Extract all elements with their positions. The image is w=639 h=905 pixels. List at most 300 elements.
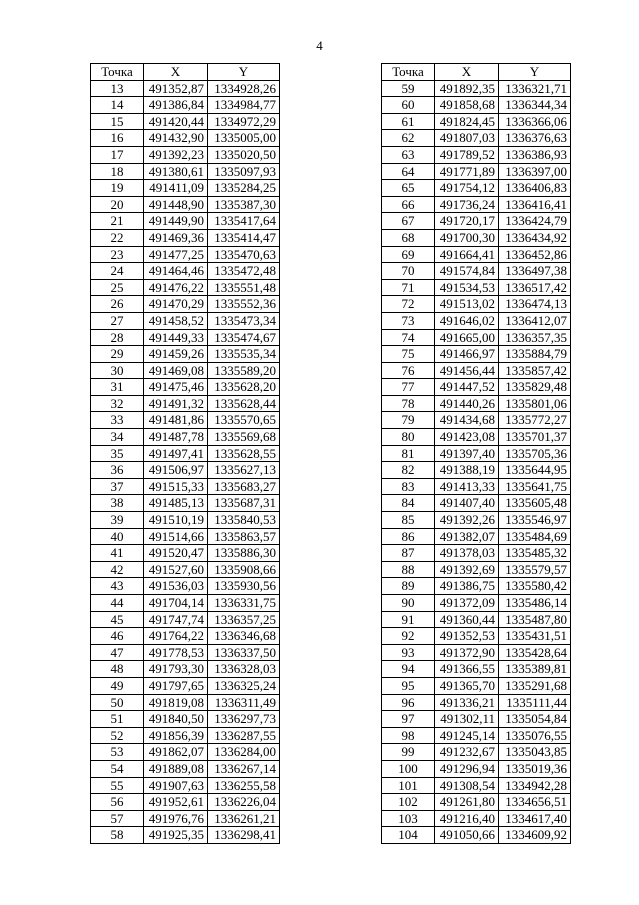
x-coordinate-cell: 491388,19 bbox=[435, 462, 499, 479]
point-number-cell: 38 bbox=[91, 495, 144, 512]
x-coordinate-cell: 491380,61 bbox=[144, 163, 208, 180]
x-coordinate-cell: 491819,08 bbox=[144, 694, 208, 711]
table-row bbox=[91, 810, 280, 827]
point-number-cell: 66 bbox=[382, 196, 435, 213]
x-coordinate-cell: 491952,61 bbox=[144, 794, 208, 811]
y-coordinate-cell: 1335580,42 bbox=[499, 578, 571, 595]
x-coordinate-cell: 491392,69 bbox=[435, 561, 499, 578]
point-number-cell: 72 bbox=[382, 296, 435, 313]
point-number-cell: 104 bbox=[382, 827, 435, 844]
table-row bbox=[91, 246, 280, 263]
y-coordinate-cell: 1335487,80 bbox=[499, 611, 571, 628]
point-number-cell: 31 bbox=[91, 379, 144, 396]
point-number-cell: 76 bbox=[382, 362, 435, 379]
x-coordinate-cell: 491481,86 bbox=[144, 412, 208, 429]
x-coordinate-cell: 491423,08 bbox=[435, 429, 499, 446]
point-number-cell: 101 bbox=[382, 777, 435, 794]
table-row bbox=[382, 379, 571, 396]
point-number-cell: 46 bbox=[91, 628, 144, 645]
y-coordinate-cell: 1335641,75 bbox=[499, 478, 571, 495]
y-coordinate-cell: 1335020,50 bbox=[208, 146, 280, 163]
x-coordinate-cell: 491308,54 bbox=[435, 777, 499, 794]
y-coordinate-cell: 1335387,30 bbox=[208, 196, 280, 213]
y-coordinate-cell: 1335485,32 bbox=[499, 545, 571, 562]
table-row bbox=[382, 611, 571, 628]
table-row bbox=[91, 362, 280, 379]
table-row bbox=[382, 429, 571, 446]
table-row bbox=[91, 429, 280, 446]
x-coordinate-cell: 491476,22 bbox=[144, 279, 208, 296]
coordinates-table-right bbox=[381, 63, 571, 844]
y-coordinate-cell: 1336386,93 bbox=[499, 146, 571, 163]
point-number-cell: 21 bbox=[91, 213, 144, 230]
table-row bbox=[382, 794, 571, 811]
table-row bbox=[382, 644, 571, 661]
y-coordinate-cell: 1334984,77 bbox=[208, 97, 280, 114]
point-number-cell: 26 bbox=[91, 296, 144, 313]
table-row bbox=[91, 146, 280, 163]
point-number-cell: 20 bbox=[91, 196, 144, 213]
x-coordinate-cell: 491704,14 bbox=[144, 595, 208, 612]
point-number-cell: 103 bbox=[382, 810, 435, 827]
point-number-cell: 78 bbox=[382, 395, 435, 412]
y-coordinate-cell: 1334928,26 bbox=[208, 80, 280, 97]
point-number-cell: 40 bbox=[91, 528, 144, 545]
table-header-row bbox=[91, 64, 280, 81]
y-coordinate-cell: 1335431,51 bbox=[499, 628, 571, 645]
table-row bbox=[91, 561, 280, 578]
table-row bbox=[382, 97, 571, 114]
y-coordinate-cell: 1336397,00 bbox=[499, 163, 571, 180]
x-coordinate-cell: 491513,02 bbox=[435, 296, 499, 313]
x-coordinate-cell: 491372,09 bbox=[435, 595, 499, 612]
point-number-cell: 86 bbox=[382, 528, 435, 545]
point-number-cell: 19 bbox=[91, 180, 144, 197]
point-number-cell: 81 bbox=[382, 445, 435, 462]
table-row bbox=[382, 760, 571, 777]
y-coordinate-cell: 1336452,86 bbox=[499, 246, 571, 263]
y-coordinate-cell: 1336434,92 bbox=[499, 229, 571, 246]
y-coordinate-cell: 1336344,34 bbox=[499, 97, 571, 114]
table-row bbox=[91, 196, 280, 213]
table-row bbox=[91, 744, 280, 761]
y-coordinate-cell: 1336376,63 bbox=[499, 130, 571, 147]
x-coordinate-cell: 491392,26 bbox=[435, 512, 499, 529]
point-number-cell: 29 bbox=[91, 346, 144, 363]
point-number-cell: 88 bbox=[382, 561, 435, 578]
table-row bbox=[91, 595, 280, 612]
point-number-cell: 74 bbox=[382, 329, 435, 346]
x-coordinate-cell: 491646,02 bbox=[435, 312, 499, 329]
point-number-cell: 100 bbox=[382, 760, 435, 777]
y-coordinate-cell: 1335019,36 bbox=[499, 760, 571, 777]
y-coordinate-cell: 1336297,73 bbox=[208, 711, 280, 728]
x-coordinate-cell: 491352,87 bbox=[144, 80, 208, 97]
point-number-cell: 53 bbox=[91, 744, 144, 761]
table-row bbox=[91, 180, 280, 197]
y-coordinate-cell: 1336357,35 bbox=[499, 329, 571, 346]
point-number-cell: 67 bbox=[382, 213, 435, 230]
x-coordinate-cell: 491432,90 bbox=[144, 130, 208, 147]
table-row bbox=[382, 296, 571, 313]
point-number-cell: 89 bbox=[382, 578, 435, 595]
x-coordinate-cell: 491216,40 bbox=[435, 810, 499, 827]
point-number-cell: 93 bbox=[382, 644, 435, 661]
y-coordinate-cell: 1334609,92 bbox=[499, 827, 571, 844]
point-number-cell: 55 bbox=[91, 777, 144, 794]
x-coordinate-cell: 491862,07 bbox=[144, 744, 208, 761]
y-coordinate-cell: 1335605,48 bbox=[499, 495, 571, 512]
x-coordinate-cell: 491527,60 bbox=[144, 561, 208, 578]
y-coordinate-cell: 1335683,27 bbox=[208, 478, 280, 495]
table-row bbox=[91, 412, 280, 429]
point-number-cell: 75 bbox=[382, 346, 435, 363]
point-number-cell: 98 bbox=[382, 727, 435, 744]
table-row bbox=[91, 97, 280, 114]
y-coordinate-cell: 1335930,56 bbox=[208, 578, 280, 595]
x-coordinate-cell: 491464,46 bbox=[144, 263, 208, 280]
x-coordinate-cell: 491574,84 bbox=[435, 263, 499, 280]
table-row bbox=[382, 329, 571, 346]
table-row bbox=[91, 711, 280, 728]
x-coordinate-cell: 491485,13 bbox=[144, 495, 208, 512]
y-coordinate-cell: 1336321,71 bbox=[499, 80, 571, 97]
y-coordinate-cell: 1336325,24 bbox=[208, 677, 280, 694]
table-row bbox=[91, 80, 280, 97]
table-row bbox=[91, 296, 280, 313]
x-coordinate-cell: 491447,52 bbox=[435, 379, 499, 396]
y-coordinate-cell: 1335111,44 bbox=[499, 694, 571, 711]
table-row bbox=[382, 711, 571, 728]
point-number-cell: 91 bbox=[382, 611, 435, 628]
table-row bbox=[382, 113, 571, 130]
table-row bbox=[382, 130, 571, 147]
point-number-cell: 64 bbox=[382, 163, 435, 180]
table-row bbox=[91, 827, 280, 844]
table-row bbox=[91, 445, 280, 462]
x-coordinate-cell: 491413,33 bbox=[435, 478, 499, 495]
table-row bbox=[91, 130, 280, 147]
y-coordinate-cell: 1336517,42 bbox=[499, 279, 571, 296]
point-number-cell: 60 bbox=[382, 97, 435, 114]
table-row bbox=[382, 80, 571, 97]
point-number-cell: 65 bbox=[382, 180, 435, 197]
table-row bbox=[382, 628, 571, 645]
table-row bbox=[91, 545, 280, 562]
point-number-cell: 102 bbox=[382, 794, 435, 811]
y-coordinate-cell: 1336366,06 bbox=[499, 113, 571, 130]
point-number-cell: 30 bbox=[91, 362, 144, 379]
table-row bbox=[382, 462, 571, 479]
y-coordinate-cell: 1336337,50 bbox=[208, 644, 280, 661]
y-coordinate-cell: 1335470,63 bbox=[208, 246, 280, 263]
point-number-cell: 96 bbox=[382, 694, 435, 711]
x-coordinate-cell: 491411,09 bbox=[144, 180, 208, 197]
x-coordinate-cell: 491469,08 bbox=[144, 362, 208, 379]
point-number-cell: 16 bbox=[91, 130, 144, 147]
x-coordinate-cell: 491336,21 bbox=[435, 694, 499, 711]
point-number-cell: 41 bbox=[91, 545, 144, 562]
table-row bbox=[382, 180, 571, 197]
point-number-cell: 70 bbox=[382, 263, 435, 280]
point-number-cell: 37 bbox=[91, 478, 144, 495]
x-coordinate-cell: 491392,23 bbox=[144, 146, 208, 163]
y-coordinate-cell: 1335414,47 bbox=[208, 229, 280, 246]
x-coordinate-cell: 491789,52 bbox=[435, 146, 499, 163]
x-coordinate-cell: 491365,70 bbox=[435, 677, 499, 694]
point-number-cell: 36 bbox=[91, 462, 144, 479]
point-number-cell: 34 bbox=[91, 429, 144, 446]
y-coordinate-cell: 1334972,29 bbox=[208, 113, 280, 130]
table-row bbox=[91, 346, 280, 363]
y-coordinate-cell: 1335484,69 bbox=[499, 528, 571, 545]
y-coordinate-cell: 1335005,00 bbox=[208, 130, 280, 147]
table-row bbox=[91, 462, 280, 479]
point-number-cell: 73 bbox=[382, 312, 435, 329]
x-coordinate-cell: 491397,40 bbox=[435, 445, 499, 462]
y-coordinate-cell: 1335701,37 bbox=[499, 429, 571, 446]
x-coordinate-cell: 491475,46 bbox=[144, 379, 208, 396]
y-coordinate-cell: 1335772,27 bbox=[499, 412, 571, 429]
point-number-cell: 25 bbox=[91, 279, 144, 296]
y-coordinate-cell: 1335291,68 bbox=[499, 677, 571, 694]
table-row bbox=[382, 578, 571, 595]
table-row bbox=[382, 213, 571, 230]
table-row bbox=[91, 512, 280, 529]
point-number-cell: 58 bbox=[91, 827, 144, 844]
point-number-cell: 27 bbox=[91, 312, 144, 329]
point-number-cell: 57 bbox=[91, 810, 144, 827]
table-row bbox=[91, 578, 280, 595]
x-coordinate-cell: 491366,55 bbox=[435, 661, 499, 678]
x-coordinate-cell: 491534,53 bbox=[435, 279, 499, 296]
point-number-cell: 63 bbox=[382, 146, 435, 163]
x-coordinate-cell: 491245,14 bbox=[435, 727, 499, 744]
x-coordinate-cell: 491736,24 bbox=[435, 196, 499, 213]
y-coordinate-cell: 1335829,48 bbox=[499, 379, 571, 396]
x-coordinate-cell: 491664,41 bbox=[435, 246, 499, 263]
table-row bbox=[382, 777, 571, 794]
y-coordinate-cell: 1335628,55 bbox=[208, 445, 280, 462]
point-number-cell: 79 bbox=[382, 412, 435, 429]
table-row bbox=[382, 163, 571, 180]
table-row bbox=[91, 661, 280, 678]
x-coordinate-cell: 491456,44 bbox=[435, 362, 499, 379]
y-coordinate-cell: 1335284,25 bbox=[208, 180, 280, 197]
y-coordinate-cell: 1335886,30 bbox=[208, 545, 280, 562]
page-number: 4 bbox=[316, 38, 323, 53]
table-row bbox=[91, 213, 280, 230]
table-row bbox=[382, 561, 571, 578]
x-coordinate-cell: 491824,45 bbox=[435, 113, 499, 130]
x-coordinate-cell: 491793,30 bbox=[144, 661, 208, 678]
point-number-cell: 71 bbox=[382, 279, 435, 296]
y-coordinate-cell: 1336424,79 bbox=[499, 213, 571, 230]
x-coordinate-cell: 491976,76 bbox=[144, 810, 208, 827]
y-coordinate-cell: 1334942,28 bbox=[499, 777, 571, 794]
x-coordinate-cell: 491382,07 bbox=[435, 528, 499, 545]
y-coordinate-cell: 1335884,79 bbox=[499, 346, 571, 363]
x-coordinate-cell: 491477,25 bbox=[144, 246, 208, 263]
point-number-cell: 90 bbox=[382, 595, 435, 612]
point-number-cell: 85 bbox=[382, 512, 435, 529]
x-coordinate-cell: 491747,74 bbox=[144, 611, 208, 628]
y-coordinate-cell: 1335579,57 bbox=[499, 561, 571, 578]
x-coordinate-cell: 491771,89 bbox=[435, 163, 499, 180]
point-number-cell: 15 bbox=[91, 113, 144, 130]
x-coordinate-cell: 491449,90 bbox=[144, 213, 208, 230]
header-y: Y bbox=[208, 64, 280, 81]
y-coordinate-cell: 1335569,68 bbox=[208, 429, 280, 446]
y-coordinate-cell: 1335076,55 bbox=[499, 727, 571, 744]
point-number-cell: 48 bbox=[91, 661, 144, 678]
table-row bbox=[382, 196, 571, 213]
point-number-cell: 33 bbox=[91, 412, 144, 429]
y-coordinate-cell: 1335628,44 bbox=[208, 395, 280, 412]
y-coordinate-cell: 1336311,49 bbox=[208, 694, 280, 711]
x-coordinate-cell: 491352,53 bbox=[435, 628, 499, 645]
table-row bbox=[382, 528, 571, 545]
x-coordinate-cell: 491497,41 bbox=[144, 445, 208, 462]
y-coordinate-cell: 1336406,83 bbox=[499, 180, 571, 197]
x-coordinate-cell: 491754,12 bbox=[435, 180, 499, 197]
y-coordinate-cell: 1335840,53 bbox=[208, 512, 280, 529]
x-coordinate-cell: 491720,17 bbox=[435, 213, 499, 230]
y-coordinate-cell: 1335552,36 bbox=[208, 296, 280, 313]
point-number-cell: 83 bbox=[382, 478, 435, 495]
y-coordinate-cell: 1335705,36 bbox=[499, 445, 571, 462]
point-number-cell: 69 bbox=[382, 246, 435, 263]
table-row bbox=[382, 478, 571, 495]
x-coordinate-cell: 491514,66 bbox=[144, 528, 208, 545]
y-coordinate-cell: 1336497,38 bbox=[499, 263, 571, 280]
coordinates-table-left bbox=[90, 63, 280, 844]
table-row bbox=[382, 362, 571, 379]
x-coordinate-cell: 491925,35 bbox=[144, 827, 208, 844]
table-row bbox=[91, 528, 280, 545]
table-row bbox=[382, 661, 571, 678]
x-coordinate-cell: 491378,03 bbox=[435, 545, 499, 562]
table-row bbox=[91, 727, 280, 744]
y-coordinate-cell: 1336255,58 bbox=[208, 777, 280, 794]
point-number-cell: 51 bbox=[91, 711, 144, 728]
table-row bbox=[382, 246, 571, 263]
x-coordinate-cell: 491449,33 bbox=[144, 329, 208, 346]
point-number-cell: 17 bbox=[91, 146, 144, 163]
y-coordinate-cell: 1336298,41 bbox=[208, 827, 280, 844]
x-coordinate-cell: 491807,03 bbox=[435, 130, 499, 147]
table-row bbox=[382, 395, 571, 412]
x-coordinate-cell: 491420,44 bbox=[144, 113, 208, 130]
point-number-cell: 14 bbox=[91, 97, 144, 114]
x-coordinate-cell: 491491,32 bbox=[144, 395, 208, 412]
x-coordinate-cell: 491372,90 bbox=[435, 644, 499, 661]
table-row bbox=[91, 478, 280, 495]
y-coordinate-cell: 1334656,51 bbox=[499, 794, 571, 811]
x-coordinate-cell: 491858,68 bbox=[435, 97, 499, 114]
y-coordinate-cell: 1335801,06 bbox=[499, 395, 571, 412]
point-number-cell: 59 bbox=[382, 80, 435, 97]
table-header-row bbox=[382, 64, 571, 81]
table-row bbox=[382, 727, 571, 744]
point-number-cell: 44 bbox=[91, 595, 144, 612]
table-row bbox=[382, 346, 571, 363]
x-coordinate-cell: 491302,11 bbox=[435, 711, 499, 728]
y-coordinate-cell: 1335097,93 bbox=[208, 163, 280, 180]
point-number-cell: 84 bbox=[382, 495, 435, 512]
point-number-cell: 77 bbox=[382, 379, 435, 396]
x-coordinate-cell: 491296,94 bbox=[435, 760, 499, 777]
point-number-cell: 47 bbox=[91, 644, 144, 661]
y-coordinate-cell: 1336346,68 bbox=[208, 628, 280, 645]
x-coordinate-cell: 491386,75 bbox=[435, 578, 499, 595]
y-coordinate-cell: 1336226,04 bbox=[208, 794, 280, 811]
x-coordinate-cell: 491261,80 bbox=[435, 794, 499, 811]
y-coordinate-cell: 1335908,66 bbox=[208, 561, 280, 578]
y-coordinate-cell: 1335589,20 bbox=[208, 362, 280, 379]
y-coordinate-cell: 1335417,64 bbox=[208, 213, 280, 230]
x-coordinate-cell: 491520,47 bbox=[144, 545, 208, 562]
y-coordinate-cell: 1336287,55 bbox=[208, 727, 280, 744]
x-coordinate-cell: 491840,50 bbox=[144, 711, 208, 728]
table-row bbox=[382, 412, 571, 429]
point-number-cell: 61 bbox=[382, 113, 435, 130]
point-number-cell: 49 bbox=[91, 677, 144, 694]
x-coordinate-cell: 491797,65 bbox=[144, 677, 208, 694]
table-row bbox=[382, 263, 571, 280]
x-coordinate-cell: 491458,52 bbox=[144, 312, 208, 329]
x-coordinate-cell: 491892,35 bbox=[435, 80, 499, 97]
x-coordinate-cell: 491434,68 bbox=[435, 412, 499, 429]
table-row bbox=[91, 163, 280, 180]
y-coordinate-cell: 1335687,31 bbox=[208, 495, 280, 512]
point-number-cell: 56 bbox=[91, 794, 144, 811]
point-number-cell: 43 bbox=[91, 578, 144, 595]
x-coordinate-cell: 491764,22 bbox=[144, 628, 208, 645]
table-row bbox=[382, 445, 571, 462]
point-number-cell: 80 bbox=[382, 429, 435, 446]
x-coordinate-cell: 491515,33 bbox=[144, 478, 208, 495]
x-coordinate-cell: 491506,97 bbox=[144, 462, 208, 479]
point-number-cell: 97 bbox=[382, 711, 435, 728]
table-row bbox=[91, 777, 280, 794]
x-coordinate-cell: 491665,00 bbox=[435, 329, 499, 346]
x-coordinate-cell: 491700,30 bbox=[435, 229, 499, 246]
y-coordinate-cell: 1336261,21 bbox=[208, 810, 280, 827]
table-row bbox=[382, 229, 571, 246]
point-number-cell: 35 bbox=[91, 445, 144, 462]
x-coordinate-cell: 491466,97 bbox=[435, 346, 499, 363]
x-coordinate-cell: 491487,78 bbox=[144, 429, 208, 446]
header-point: Точка bbox=[91, 64, 144, 81]
y-coordinate-cell: 1336416,41 bbox=[499, 196, 571, 213]
point-number-cell: 39 bbox=[91, 512, 144, 529]
x-coordinate-cell: 491889,08 bbox=[144, 760, 208, 777]
y-coordinate-cell: 1335628,20 bbox=[208, 379, 280, 396]
table-row bbox=[91, 279, 280, 296]
point-number-cell: 28 bbox=[91, 329, 144, 346]
header-y: Y bbox=[499, 64, 571, 81]
x-coordinate-cell: 491778,53 bbox=[144, 644, 208, 661]
y-coordinate-cell: 1336412,07 bbox=[499, 312, 571, 329]
x-coordinate-cell: 491448,90 bbox=[144, 196, 208, 213]
point-number-cell: 50 bbox=[91, 694, 144, 711]
point-number-cell: 32 bbox=[91, 395, 144, 412]
y-coordinate-cell: 1335428,64 bbox=[499, 644, 571, 661]
y-coordinate-cell: 1335644,95 bbox=[499, 462, 571, 479]
x-coordinate-cell: 491536,03 bbox=[144, 578, 208, 595]
y-coordinate-cell: 1335473,34 bbox=[208, 312, 280, 329]
